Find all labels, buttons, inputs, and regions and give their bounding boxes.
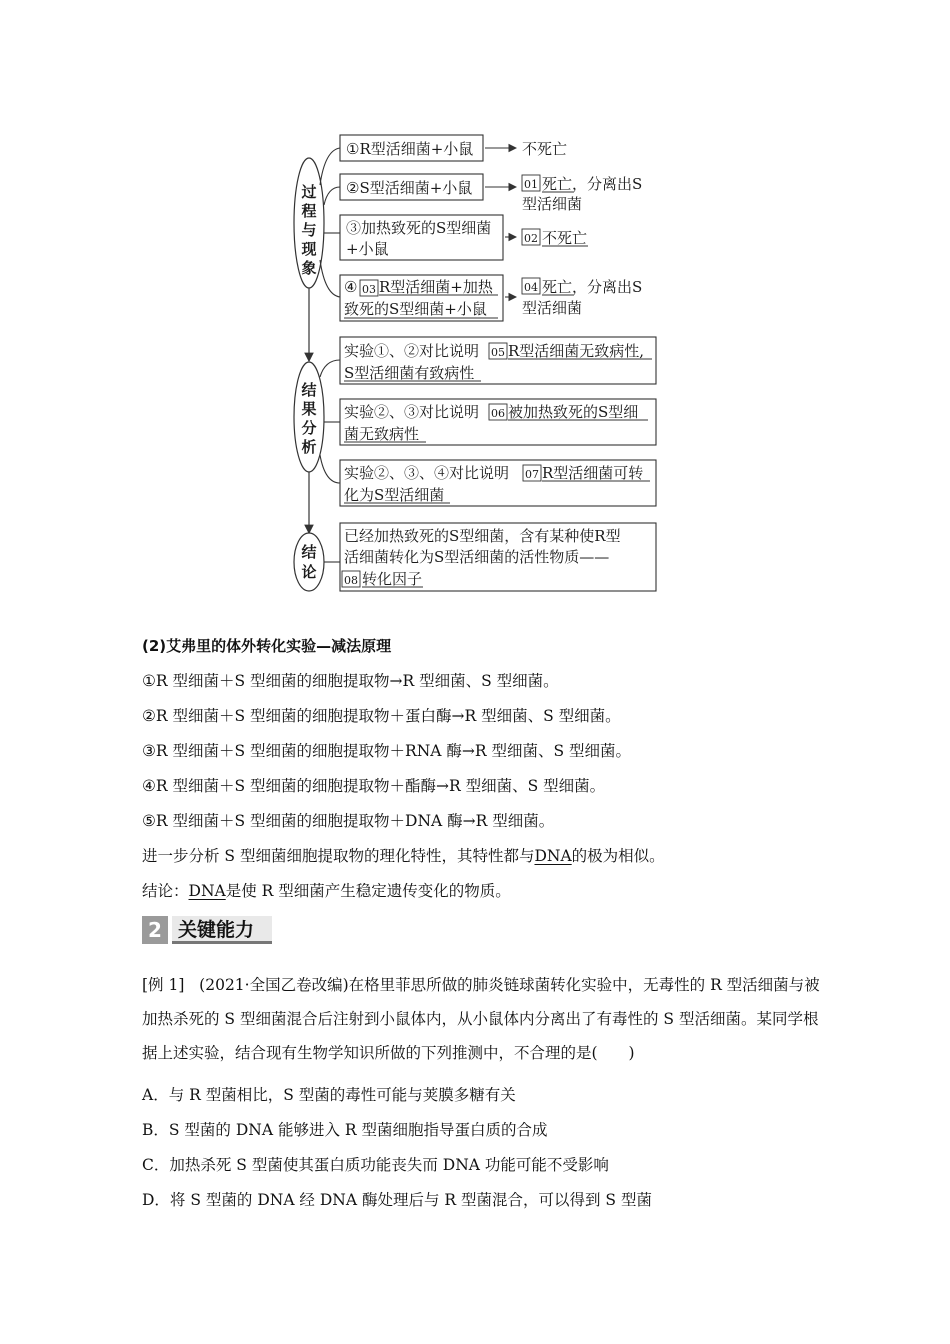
answer-blank: DNA [534, 847, 572, 865]
analysis-box-1-prefix: 实验①、②对比说明 [344, 342, 480, 360]
process-result-2-l1: 死亡，分离出S [542, 175, 643, 193]
option-b: B．S 型菌的 DNA 能够进入 R 型菌细胞指导蛋白质的合成 [142, 1121, 548, 1139]
blank-number: 01 [524, 178, 538, 191]
example-label: [例 1] [142, 976, 185, 994]
analysis-box-3-prefix: 实验②、③、④对比说明 [344, 464, 510, 482]
branch-curve [320, 455, 340, 483]
griffith-diagram [280, 125, 680, 600]
analysis-box-3-l2: 化为S型活细菌 [344, 486, 445, 504]
blank-number: 02 [524, 232, 538, 245]
example-question: 在格里菲思所做的肺炎链球菌转化实验中，无毒性的 R 型活细菌与被加热杀死的 S 型细菌混合后注射到小鼠体内，从小鼠体内分离出了有毒性的 S 型活细菌。某同学根据上述实验，结合现有生物学知识所做的下列推测中，不合理的是( ) [142, 976, 820, 1062]
analysis-box-3-l1: R型活细菌可转 [542, 464, 644, 482]
process-box-3-text-l2: +小鼠 [346, 240, 389, 258]
list-item: ①R 型细菌＋S 型细菌的细胞提取物→R 型细菌、S 型细菌。 [142, 672, 559, 690]
conclusion-l3: 转化因子 [362, 570, 423, 588]
oval-conclusion [294, 533, 324, 591]
list-item: ③R 型细菌＋S 型细菌的细胞提取物＋RNA 酶→R 型细菌、S 型细菌。 [142, 742, 632, 760]
oval-conclusion-text: 结论 [301, 543, 317, 581]
branch-curve [320, 260, 340, 297]
section-badge-number: 2 [142, 916, 168, 944]
blank-number: 07 [525, 468, 539, 481]
further-pre: 进一步分析 S 型细菌细胞提取物的理化特性，其特性都与 [142, 847, 535, 865]
oval-process-text: 过程与现象 [301, 183, 317, 277]
process-result-2-l2: 型活细菌 [522, 195, 583, 213]
process-box-1-text: ①R型活细菌+小鼠 [346, 140, 474, 158]
process-result-4-l1: 死亡，分离出S [542, 278, 643, 296]
branch-curve [324, 187, 340, 205]
branch-curve [320, 360, 340, 377]
blank-number: 08 [344, 574, 358, 587]
further-analysis [142, 846, 665, 866]
example-source: (2021·全国乙卷改编) [199, 976, 349, 994]
list-item: ④R 型细菌＋S 型细菌的细胞提取物＋酯酶→R 型细菌、S 型细菌。 [142, 777, 606, 795]
branch-curve [320, 148, 340, 185]
analysis-box-2-l1: 被加热致死的S型细 [508, 403, 639, 421]
process-box-4-text-l1b: R型活细菌+加热 [379, 278, 493, 296]
answer-blank: DNA [188, 882, 226, 900]
blank-number: 03 [362, 283, 376, 296]
analysis-box-1-l2: S型活细菌有致病性 [344, 364, 475, 382]
section-badge-title: 关键能力 [172, 916, 272, 944]
process-box-4-text-l2: 致死的S型细菌+小鼠 [344, 300, 487, 318]
further-post: 的极为相似。 [571, 847, 665, 865]
process-result-3: 不死亡 [542, 229, 588, 247]
example-stem [142, 968, 822, 1070]
conclusion-l2: 活细菌转化为S型活细菌的活性物质—— [344, 548, 610, 566]
conclusion-l1: 已经加热致死的S型细菌，含有某种使R型 [344, 527, 621, 545]
concl-post: 是使 R 型细菌产生稳定遗传变化的物质。 [225, 882, 511, 900]
process-result-4-l2: 型活细菌 [522, 299, 583, 317]
process-result-1: 不死亡 [522, 140, 568, 158]
option-d: D．将 S 型菌的 DNA 经 DNA 酶处理后与 R 型菌混合，可以得到 S 型菌 [142, 1191, 652, 1209]
list-item: ②R 型细菌＋S 型细菌的细胞提取物＋蛋白酶→R 型细菌、S 型细菌。 [142, 707, 621, 725]
concl-pre: 结论： [142, 882, 189, 900]
blank-number: 05 [491, 346, 505, 359]
analysis-box-2-l2: 菌无致病性 [344, 425, 420, 443]
blank-number: 06 [491, 407, 505, 420]
section-heading: (2)艾弗里的体外转化实验—减法原理 [142, 637, 392, 655]
blank-number: 04 [524, 281, 538, 294]
section-badge [140, 914, 275, 946]
option-a: A．与 R 型菌相比，S 型菌的毒性可能与荚膜多糖有关 [142, 1086, 516, 1104]
process-box-4-text-l1a: ④ [344, 278, 358, 296]
list-item: ⑤R 型细菌＋S 型细菌的细胞提取物＋DNA 酶→R 型细菌。 [142, 812, 555, 830]
analysis-box-1-l1: R型活细菌无致病性, [508, 342, 645, 360]
conclusion-line [142, 881, 511, 901]
process-box-3-text-l1: ③加热致死的S型细菌 [346, 219, 492, 237]
process-box-2-text: ②S型活细菌+小鼠 [346, 179, 473, 197]
oval-analysis-text: 结果分析 [301, 381, 317, 456]
analysis-box-2-prefix: 实验②、③对比说明 [344, 403, 480, 421]
option-c: C．加热杀死 S 型菌使其蛋白质功能丧失而 DNA 功能可能不受影响 [142, 1156, 609, 1174]
